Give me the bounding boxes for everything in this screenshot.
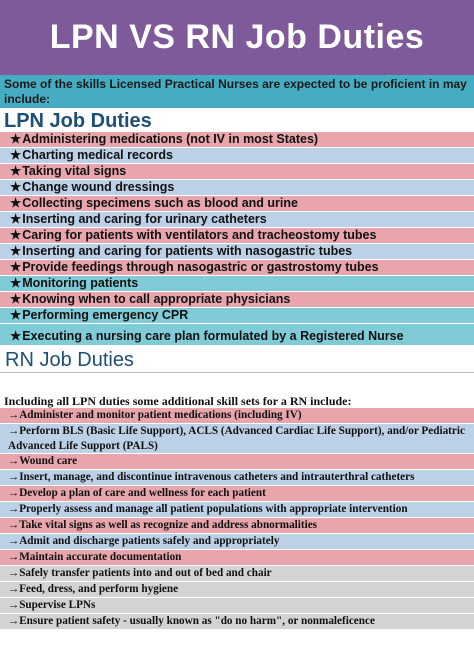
rn-duty-item (0, 582, 474, 598)
rn-duty-text: Develop a plan of care and wellness for each patient (19, 487, 266, 499)
rn-intro-text: Including all LPN duties some additional skill sets for a RN include: (4, 394, 352, 408)
rn-duty-item (0, 424, 474, 454)
rn-duty-text: Maintain accurate documentation (19, 551, 182, 563)
lpn-duty-item (0, 164, 474, 180)
rn-duty-text: Supervise LPNs (19, 599, 96, 611)
arrow-right-icon: → (8, 567, 20, 579)
arrow-right-icon: → (8, 487, 20, 499)
star-icon: ★ (10, 132, 22, 146)
lpn-section-heading: LPN Job Duties (0, 108, 474, 132)
lpn-duty-item (0, 292, 474, 308)
rn-duty-text: Feed, dress, and perform hygiene (19, 583, 179, 595)
star-icon: ★ (10, 260, 22, 274)
star-icon: ★ (10, 228, 22, 242)
lpn-duty-text: Provide feedings through nasogastric or gastrostomy tubes (22, 260, 379, 274)
lpn-duty-text: Executing a nursing care plan formulated by a Registered Nurse (22, 329, 404, 343)
star-icon: ★ (10, 148, 22, 162)
lpn-duty-item (0, 276, 474, 292)
lpn-duty-text: Charting medical records (22, 148, 173, 162)
rn-duty-text: Take vital signs as well as recognize and address abnormalities (19, 519, 318, 531)
star-icon: ★ (10, 196, 22, 210)
arrow-right-icon: → (8, 503, 20, 515)
arrow-right-icon: → (8, 599, 20, 611)
arrow-right-icon: → (8, 615, 20, 627)
rn-duty-item (0, 534, 474, 550)
lpn-duty-item (0, 148, 474, 164)
star-icon: ★ (10, 329, 22, 343)
lpn-duty-item (0, 324, 474, 346)
lpn-duty-item (0, 180, 474, 196)
page-title: LPN VS RN Job Duties (49, 18, 425, 56)
lpn-duty-item (0, 228, 474, 244)
star-icon: ★ (10, 180, 22, 194)
rn-duty-item (0, 454, 474, 470)
arrow-right-icon: → (8, 583, 20, 595)
lpn-duty-item (0, 308, 474, 324)
rn-duty-text: Perform BLS (Basic Life Support), ACLS (Advanced Cardiac Life Support), and/or Pediatric Advanced Life Support (PALS) (8, 425, 465, 452)
rn-duty-item (0, 486, 474, 502)
rn-duty-text: Insert, manage, and discontinue intravenous catheters and intrauterthral catheters (19, 471, 415, 483)
lpn-duty-text: Change wound dressings (22, 180, 175, 194)
lpn-duty-item (0, 196, 474, 212)
title-banner (0, 0, 474, 75)
arrow-right-icon: → (8, 551, 20, 563)
rn-duty-item (0, 566, 474, 582)
arrow-right-icon: → (8, 535, 20, 547)
rn-duty-item (0, 502, 474, 518)
star-icon: ★ (10, 164, 22, 178)
rn-duty-item (0, 408, 474, 424)
rn-duty-text: Safely transfer patients into and out of bed and chair (19, 567, 272, 579)
spacer (0, 373, 474, 394)
arrow-right-icon: → (8, 455, 20, 467)
lpn-duty-text: Inserting and caring for urinary catheters (22, 212, 267, 226)
lpn-duty-item (0, 244, 474, 260)
lpn-duty-text: Performing emergency CPR (22, 308, 189, 322)
rn-section-heading: RN Job Duties (0, 346, 474, 373)
rn-duty-text: Administer and monitor patient medications (including IV) (19, 409, 302, 421)
lpn-duty-item (0, 212, 474, 228)
lpn-duty-item (0, 260, 474, 276)
arrow-right-icon: → (8, 519, 20, 531)
rn-duty-text: Ensure patient safety - usually known as "do no harm", or nonmaleficence (19, 615, 375, 627)
rn-duty-text: Admit and discharge patients safely and appropriately (19, 535, 280, 547)
rn-duty-item (0, 598, 474, 614)
arrow-right-icon: → (8, 409, 20, 421)
rn-duties-list (0, 408, 474, 630)
star-icon: ★ (10, 276, 22, 290)
star-icon: ★ (10, 292, 22, 306)
star-icon: ★ (10, 244, 22, 258)
lpn-duty-text: Caring for patients with ventilators and tracheostomy tubes (22, 228, 377, 242)
lpn-duty-text: Monitoring patients (22, 276, 139, 290)
star-icon: ★ (10, 308, 22, 322)
rn-duty-item (0, 614, 474, 630)
lpn-duties-list (0, 132, 474, 346)
arrow-right-icon: → (8, 471, 20, 483)
rn-duty-item (0, 550, 474, 566)
lpn-intro-text: Some of the skills Licensed Practical Nurses are expected to be proficient in may include: (0, 75, 474, 108)
lpn-duty-text: Inserting and caring for patients with nasogastric tubes (22, 244, 353, 258)
lpn-duty-text: Taking vital signs (22, 164, 127, 178)
lpn-duty-text: Administering medications (not IV in most States) (22, 132, 319, 146)
rn-duty-text: Wound care (19, 455, 78, 467)
lpn-duty-item (0, 132, 474, 148)
rn-duty-text: Properly assess and manage all patient populations with appropriate intervention (19, 503, 408, 515)
rn-duty-item (0, 470, 474, 486)
lpn-duty-text: Knowing when to call appropriate physicians (22, 292, 291, 306)
lpn-duty-text: Collecting specimens such as blood and urine (22, 196, 298, 210)
rn-duty-item (0, 518, 474, 534)
arrow-right-icon: → (8, 425, 20, 437)
star-icon: ★ (10, 212, 22, 226)
